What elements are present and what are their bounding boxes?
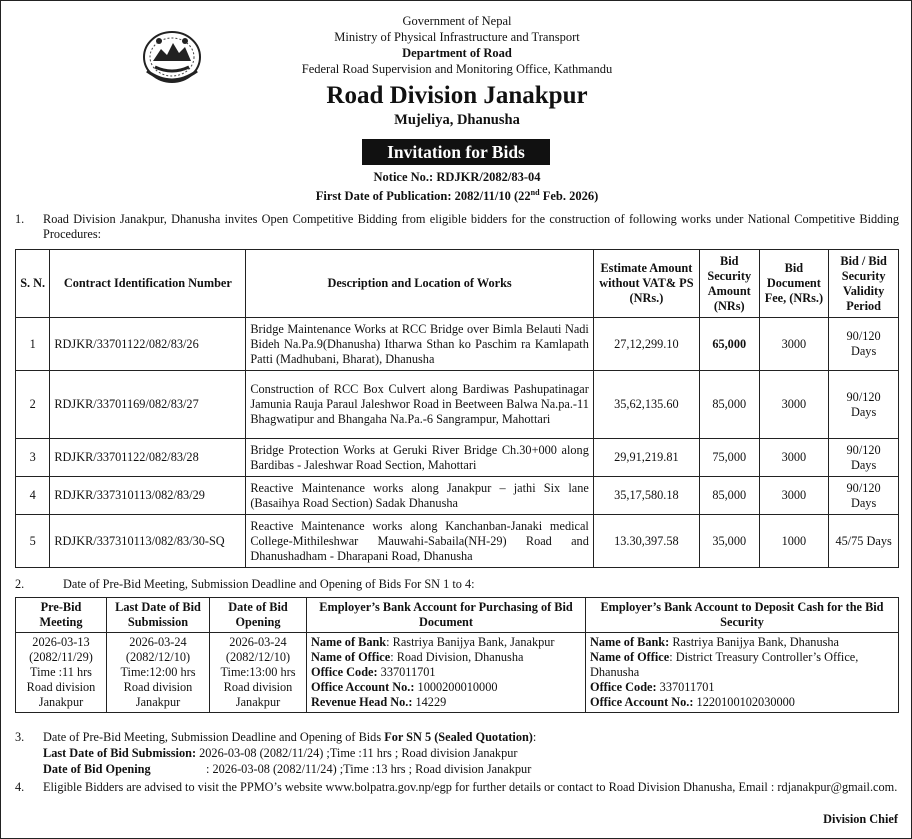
col-fee: Bid Document Fee, (NRs.) <box>759 250 829 318</box>
row-security: 65,000 <box>699 318 759 371</box>
invitation-banner: Invitation for Bids <box>362 139 550 165</box>
section-3-opening: Date of Bid Opening : 2026-03-08 (2082/11/24) ;Time :13 hrs ; Road division Janakpur <box>43 762 532 776</box>
row-sn: 3 <box>16 439 50 477</box>
row-estimate: 35,62,135.60 <box>593 371 699 439</box>
table-row <box>16 515 899 568</box>
row-fee: 3000 <box>759 318 829 371</box>
notice-number: Notice No.: RDJKR/2082/83-04 <box>373 170 541 184</box>
row-security: 85,000 <box>699 477 759 515</box>
gov-line: Government of Nepal <box>402 14 512 28</box>
row-fee: 1000 <box>759 515 829 568</box>
row-estimate: 13.30,397.58 <box>593 515 699 568</box>
row-validity: 90/120 Days <box>829 318 899 371</box>
col-description: Description and Location of Works <box>246 250 594 318</box>
section-3-text: Date of Pre-Bid Meeting, Submission Deadline and Opening of Bids For SN 5 (Sealed Quotation): <box>43 730 537 744</box>
row-contract-id: RDJKR/337310113/082/83/30-SQ <box>50 515 246 568</box>
col-prebid: Pre-Bid Meeting <box>16 598 107 633</box>
row-estimate: 29,91,219.81 <box>593 439 699 477</box>
dates-table-header <box>16 598 899 633</box>
col-purchase-account: Employer’s Bank Account for Purchasing of Bid Document <box>307 598 586 633</box>
row-contract-id: RDJKR/33701169/082/83/27 <box>50 371 246 439</box>
dates-table <box>15 597 899 713</box>
row-fee: 3000 <box>759 477 829 515</box>
row-fee: 3000 <box>759 439 829 477</box>
section-1-number: 1. <box>15 212 25 226</box>
row-description: Bridge Maintenance Works at RCC Bridge over Bimla Belauti Nadi Bideh Na.Pa.9(Dhanusha) Itharwa Sthan ko Paschim ra Kamlapath Patti (Madhubani, Bharat), Dhanusha <box>246 318 594 371</box>
col-security: Bid Security Amount (NRs) <box>699 250 759 318</box>
row-sn: 1 <box>16 318 50 371</box>
row-contract-id: RDJKR/33701122/082/83/26 <box>50 318 246 371</box>
table-row <box>16 318 899 371</box>
row-sn: 5 <box>16 515 50 568</box>
section-4-number: 4. <box>15 780 25 794</box>
section-2-text: Date of Pre-Bid Meeting, Submission Deadline and Opening of Bids For SN 1 to 4: <box>63 577 475 591</box>
col-submission: Last Date of Bid Submission <box>107 598 210 633</box>
works-table-header <box>16 250 899 318</box>
purchase-account-cell: Name of Bank: Rastriya Banijya Bank, Janakpur Name of Office: Road Division, Dhanusha Office Code: 337011701 Office Account No.: 1000200010000 Revenue Head No.: 14229 <box>307 633 586 713</box>
col-contract-id: Contract Identification Number <box>50 250 246 318</box>
office-line: Federal Road Supervision and Monitoring Office, Kathmandu <box>301 62 613 76</box>
row-description: Reactive Maintenance works along Janakpur – jathi Six lane (Basaihya Road Section) Sadak Dhanusha <box>246 477 594 515</box>
col-sn: S. N. <box>16 250 50 318</box>
row-sn: 4 <box>16 477 50 515</box>
row-security: 75,000 <box>699 439 759 477</box>
ministry-line: Ministry of Physical Infrastructure and Transport <box>334 30 580 44</box>
row-validity: 90/120 Days <box>829 371 899 439</box>
deposit-account-cell: Name of Bank: Rastriya Banijya Bank, Dhanusha Name of Office: District Treasury Controller’s Office, Dhanusha Office Code: 337011701 Office Account No.: 1220100102030000 <box>586 633 899 713</box>
row-security: 35,000 <box>699 515 759 568</box>
row-fee: 3000 <box>759 371 829 439</box>
section-3-submission: Last Date of Bid Submission: 2026-03-08 (2082/11/24) ;Time :11 hrs ; Road division Janakpur <box>43 746 518 760</box>
row-validity: 90/120 Days <box>829 439 899 477</box>
table-row <box>16 439 899 477</box>
works-table <box>15 249 899 568</box>
location-line: Mujeliya, Dhanusha <box>394 112 520 128</box>
opening-cell: 2026-03-24 (2082/12/10) Time:13:00 hrs Road division Janakpur <box>210 633 307 713</box>
prebid-cell: 2026-03-13 (2082/11/29) Time :11 hrs Road division Janakpur <box>16 633 107 713</box>
row-description: Reactive Maintenance works along Kanchanban-Janaki medical College-Mithileshwar Mauwahi-Sabaila(NH-29) Road and Dhanushadham - Dharapani Road, Dhanusha <box>246 515 594 568</box>
row-validity: 90/120 Days <box>829 477 899 515</box>
page-title: Road Division Janakpur <box>326 82 588 109</box>
col-validity: Bid / Bid Security Validity Period <box>829 250 899 318</box>
row-security: 85,000 <box>699 371 759 439</box>
row-description: Bridge Protection Works at Geruki River Bridge Ch.30+000 along Bardibas - Jaleshwar Road Section, Mahottari <box>246 439 594 477</box>
row-validity: 45/75 Days <box>829 515 899 568</box>
col-deposit-account: Employer’s Bank Account to Deposit Cash for the Bid Security <box>586 598 899 633</box>
signature: Division Chief <box>823 812 898 826</box>
row-estimate: 27,12,299.10 <box>593 318 699 371</box>
section-3-number: 3. <box>15 730 25 744</box>
section-1-text: Road Division Janakpur, Dhanusha invites Open Competitive Bidding from eligible bidders for the construction of following works under National Competitive Bidding Procedures: <box>43 212 899 241</box>
row-description: Construction of RCC Box Culvert along Bardiwas Pashupatinagar Jamunia Rauja Paraul Jaleshwor Road in Beetween Balwa Na.pa.-11 Bhagwatipur and Bhangaha Na.Pa.-6 Sangrampur, Mahottari <box>246 371 594 439</box>
col-estimate: Estimate Amount without VAT& PS (NRs.) <box>593 250 699 318</box>
row-contract-id: RDJKR/33701122/082/83/28 <box>50 439 246 477</box>
department-line: Department of Road <box>402 46 512 60</box>
table-row <box>16 633 899 713</box>
row-estimate: 35,17,580.18 <box>593 477 699 515</box>
section-4-text: Eligible Bidders are advised to visit the PPMO’s website www.bolpatra.gov.np/egp for further details or contact to Road Division Dhanusha, Email : rdjanakpur@gmail.com. <box>43 780 898 794</box>
publication-date: First Date of Publication: 2082/11/10 (22nd Feb. 2026) <box>315 188 599 204</box>
section-2-number: 2. <box>15 577 25 591</box>
table-row <box>16 371 899 439</box>
table-row <box>16 477 899 515</box>
row-contract-id: RDJKR/337310113/082/83/29 <box>50 477 246 515</box>
col-opening: Date of Bid Opening <box>210 598 307 633</box>
row-sn: 2 <box>16 371 50 439</box>
submission-cell: 2026-03-24 (2082/12/10) Time:12:00 hrs Road division Janakpur <box>107 633 210 713</box>
